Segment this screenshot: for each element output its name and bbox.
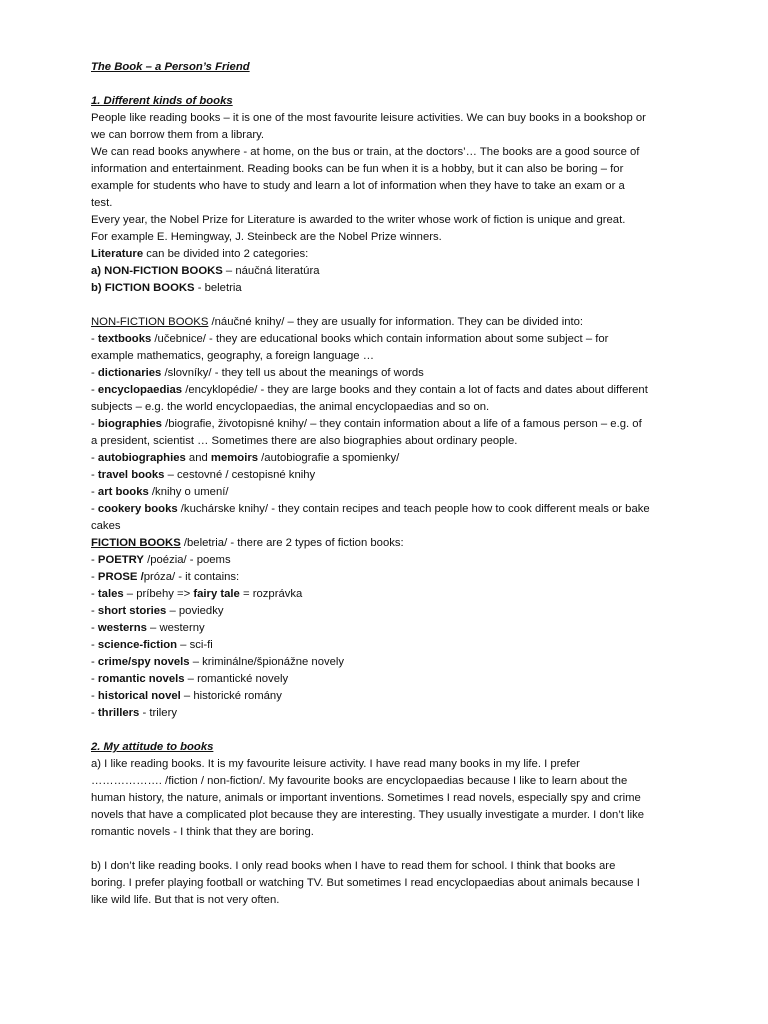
paragraph-line: information and entertainment. Reading books can be fun when it is a hobby, but it can also be boring – for bbox=[91, 163, 624, 175]
list-item: - romantic novels – romantické novely bbox=[91, 673, 289, 685]
paragraph-line: ………………. /fiction / non-fiction/. My favourite books are encyclopaedias because I like to learn about the bbox=[91, 775, 628, 787]
nonfiction-intro: /náučné knihy/ – they are usually for information. They can be divided into: bbox=[208, 316, 584, 328]
list-item-term: biographies bbox=[97, 418, 162, 430]
document-page bbox=[91, 59, 686, 909]
document-title: The Book – a Person’s Friend bbox=[91, 61, 250, 73]
literature-term: Literature bbox=[91, 248, 144, 260]
list-item: - cookery books /kuchárske knihy/ - they contain recipes and teach people how to cook different meals or bake bbox=[91, 503, 650, 515]
list-item-term: travel books bbox=[97, 469, 165, 481]
list-item-text: – príbehy => bbox=[123, 588, 194, 600]
paragraph-line: like wild life. But that is not very often. bbox=[91, 894, 280, 906]
list-item: - dictionaries /slovníky/ - they tell us about the meanings of words bbox=[91, 367, 424, 379]
category-b bbox=[91, 280, 686, 297]
list-item-text: – westerny bbox=[146, 622, 205, 634]
list-item: - textbooks /učebnice/ - they are educational books which contain information about some subject – for bbox=[91, 333, 609, 345]
list-item-term: science-fiction bbox=[97, 639, 178, 651]
paragraph-line: a) I like reading books. It is my favourite leisure activity. I have read many books in my life. I prefer bbox=[91, 758, 580, 770]
list-item-text: – historické romány bbox=[180, 690, 282, 702]
section-heading-attitude: 2. My attitude to books bbox=[91, 741, 214, 753]
list-item-term: art books bbox=[97, 486, 149, 498]
fiction-heading: FICTION BOOKS bbox=[91, 537, 181, 549]
list-item-text: /biografie, životopisné knihy/ – they contain information about a life of a famous person – e.g. of bbox=[161, 418, 642, 430]
list-item: - PROSE /próza/ - it contains: bbox=[91, 571, 240, 583]
list-item: - biographies /biografie, životopisné knihy/ – they contain information about a life of a famous person – e.g. of bbox=[91, 418, 642, 430]
list-item-term: encyclopaedias bbox=[97, 384, 183, 396]
list-item-term: textbooks bbox=[97, 333, 152, 345]
list-item-term: short stories bbox=[97, 605, 167, 617]
fiction-intro: /beletria/ - there are 2 types of fiction books: bbox=[180, 537, 404, 549]
list-item: - travel books – cestovné / cestopisné knihy bbox=[91, 469, 316, 481]
category-b-text: - beletria bbox=[194, 282, 242, 294]
list-item: - short stories – poviedky bbox=[91, 605, 224, 617]
list-item-term: fairy tale bbox=[193, 588, 240, 600]
list-item-term: PROSE / bbox=[97, 571, 144, 583]
list-item: - POETRY /poézia/ - poems bbox=[91, 554, 231, 566]
list-item-term: crime/spy novels bbox=[97, 656, 190, 668]
list-item-cont: a president, scientist … Sometimes there are also biographies about ordinary people. bbox=[91, 435, 518, 447]
paragraph-line: test. bbox=[91, 197, 113, 209]
list-item-cont: example mathematics, geography, a foreign language … bbox=[91, 350, 375, 362]
list-item-text: – kriminálne/špionážne novely bbox=[189, 656, 345, 668]
paragraph-line: boring. I prefer playing football or watching TV. But sometimes I read encyclopaedias about animals because I bbox=[91, 877, 640, 889]
list-item-text: – cestovné / cestopisné knihy bbox=[164, 469, 316, 481]
list-item-text: – poviedky bbox=[166, 605, 224, 617]
list-item-term: thrillers bbox=[97, 707, 140, 719]
list-item-text: – romantické novely bbox=[184, 673, 289, 685]
literature-line bbox=[91, 246, 686, 263]
list-item: - autobiographies and memoirs /autobiografie a spomienky/ bbox=[91, 452, 400, 464]
list-item: - tales – príbehy => fairy tale = rozprávka bbox=[91, 588, 303, 600]
category-a-term: a) NON-FICTION BOOKS bbox=[91, 265, 223, 277]
list-item: - thrillers - trilery bbox=[91, 707, 177, 719]
paragraph-line: romantic novels - I think that they are boring. bbox=[91, 826, 314, 838]
list-item-term: memoirs bbox=[210, 452, 259, 464]
paragraph-line: We can read books anywhere - at home, on the bus or train, at the doctors’… The books are a good source of bbox=[91, 146, 640, 158]
category-a bbox=[91, 263, 686, 280]
list-item-text: /encyklopédie/ - they are large books and they contain a lot of facts and dates about different bbox=[182, 384, 648, 396]
list-item-text: /kuchárske knihy/ - they contain recipes and teach people how to cook different meals or bake bbox=[177, 503, 650, 515]
literature-text: can be divided into 2 categories: bbox=[143, 248, 309, 260]
list-item-text: – sci-fi bbox=[177, 639, 213, 651]
nonfiction-heading: NON-FICTION BOOKS bbox=[91, 316, 209, 328]
list-item-text: = rozprávka bbox=[239, 588, 303, 600]
list-item: - encyclopaedias /encyklopédie/ - they are large books and they contain a lot of facts and dates about different bbox=[91, 384, 648, 396]
list-item-text: próza/ - it contains: bbox=[143, 571, 240, 583]
list-item-text: /učebnice/ - they are educational books which contain information about some subject – for bbox=[151, 333, 609, 345]
paragraph-line: example for students who have to study and learn a lot of information when they have to take an exam or a bbox=[91, 180, 625, 192]
paragraph-line: human history, the nature, animals or important inventions. Sometimes I read novels, especially spy and crime bbox=[91, 792, 641, 804]
nonfiction-heading-line bbox=[91, 314, 686, 331]
list-item-term: romantic novels bbox=[97, 673, 185, 685]
list-item-term: historical novel bbox=[97, 690, 181, 702]
list-item-text: - trilery bbox=[139, 707, 177, 719]
fiction-heading-line bbox=[91, 535, 686, 552]
paragraph-line: Every year, the Nobel Prize for Literature is awarded to the writer whose work of fiction is unique and great. bbox=[91, 214, 626, 226]
category-b-term: b) FICTION BOOKS bbox=[91, 282, 195, 294]
paragraph-line: we can borrow them from a library. bbox=[91, 129, 265, 141]
list-item: - science-fiction – sci-fi bbox=[91, 639, 213, 651]
list-item-term: autobiographies bbox=[97, 452, 186, 464]
list-item-text: /autobiografie a spomienky/ bbox=[258, 452, 400, 464]
list-item: - art books /knihy o umení/ bbox=[91, 486, 229, 498]
list-item-term: tales bbox=[97, 588, 124, 600]
list-item: - crime/spy novels – kriminálne/špionážne novely bbox=[91, 656, 345, 668]
list-item-cont: cakes bbox=[91, 520, 121, 532]
paragraph-line: For example E. Hemingway, J. Steinbeck are the Nobel Prize winners. bbox=[91, 231, 442, 243]
category-a-text: – náučná literatúra bbox=[222, 265, 320, 277]
list-item-cont: subjects – e.g. the world encyclopaedias, the animal encyclopaedias and so on. bbox=[91, 401, 490, 413]
list-item: - historical novel – historické romány bbox=[91, 690, 282, 702]
section-heading-kinds: 1. Different kinds of books bbox=[91, 95, 233, 107]
list-item-text: and bbox=[185, 452, 211, 464]
list-item-text: /poézia/ - poems bbox=[143, 554, 231, 566]
list-item-term: westerns bbox=[97, 622, 147, 634]
list-item-term: dictionaries bbox=[97, 367, 162, 379]
list-item: - westerns – westerny bbox=[91, 622, 205, 634]
paragraph-line: b) I don’t like reading books. I only read books when I have to read them for school. I think that books are bbox=[91, 860, 616, 872]
list-item-text: /knihy o umení/ bbox=[148, 486, 229, 498]
paragraph-line: novels that have a complicated plot because they are interesting. They usually investigate a murder. I don’t like bbox=[91, 809, 645, 821]
list-item-term: POETRY bbox=[97, 554, 144, 566]
list-item-term: cookery books bbox=[97, 503, 178, 515]
paragraph-line: People like reading books – it is one of the most favourite leisure activities. We can buy books in a bookshop or bbox=[91, 112, 646, 124]
list-item-text: /slovníky/ - they tell us about the meanings of words bbox=[161, 367, 424, 379]
